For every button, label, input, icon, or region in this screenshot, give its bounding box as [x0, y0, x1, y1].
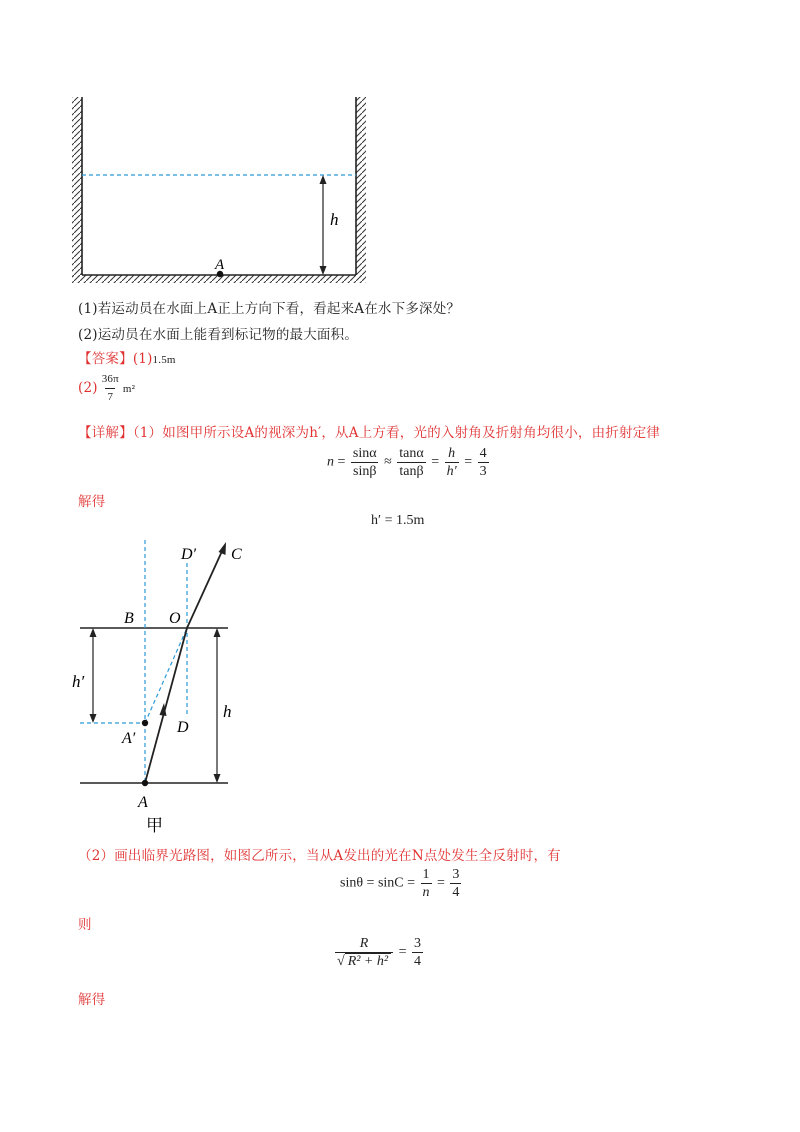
formula2-den-1: n [422, 885, 430, 900]
jia-label-b: B [124, 610, 134, 627]
formula3-frac [335, 936, 393, 969]
formula-critical-angle: sinθ = sinC = $\frac{1}{n}$ = $\frac{3}{4}$ [340, 867, 460, 900]
formula2-num-1: 1 [422, 867, 430, 882]
answer-2-fraction [100, 372, 121, 405]
result-1: h′ = 1.5m [371, 513, 425, 528]
answer-2-unit: m² [122, 383, 136, 395]
formula3-den-wrap: √ R² + h² [335, 952, 393, 969]
formula-refraction: n = $\frac{\sin\alpha}{\sin\beta}$ ≈ $\frac{\tan\alpha}{\tan\beta}$ = $\frac{h}{h'}$ = $\frac{4}{3}$ [327, 446, 487, 479]
jia-ray-ao [145, 628, 187, 783]
jia-label-hprime: h′ [72, 672, 85, 691]
formula2-den-2: 4 [452, 885, 460, 900]
question-1: (1)若运动员在水面上A正上方向下看，看起来A在水下多深处？ [78, 301, 461, 317]
solve-label-1: 解得 [78, 494, 106, 510]
jia-caption: 甲 [146, 816, 163, 835]
left-wall-hatch [72, 97, 82, 277]
then-label: 则 [78, 917, 92, 933]
formula1-frac-sin [351, 446, 379, 479]
formula3-den: R² + h² [345, 953, 391, 969]
detail-text: （1）如图甲所示设A的视深为h′，从A上方看，光的入射角及折射角均很小，由折射定律 [132, 425, 661, 441]
formula3-rhs-den: 4 [414, 954, 421, 969]
formula2-num-2: 3 [452, 867, 460, 882]
jia-h-arrow-up [214, 628, 221, 637]
formula3-num: R [359, 936, 369, 951]
pool-figure [68, 95, 378, 285]
formula1-sin-den: sinβ [353, 464, 377, 479]
formula1-frac-value [478, 446, 489, 479]
jia-hprime-arrow-up [90, 628, 97, 637]
jia-label-d: D [177, 719, 189, 736]
formula3-rhs [412, 936, 423, 969]
jia-label-h: h [223, 702, 232, 721]
detail-part-2: （2）画出临界光路图，如图乙所示，当从A发出的光在N点处发生全反射时，有 [78, 848, 561, 864]
h-arrow-down [320, 266, 327, 275]
jia-point-a [142, 780, 148, 786]
formula1-sin-num: sinα [352, 446, 377, 461]
answer-1-prefix: (1) [132, 351, 153, 367]
answer-1-value: 1.5m [152, 354, 176, 366]
jia-label-dprime: D′ [181, 546, 197, 563]
detail-label: 【详解】 [78, 425, 133, 441]
formula1-value-num: 4 [479, 446, 487, 461]
jia-label-aprime: A′ [122, 730, 136, 747]
formula1-frac-tan [397, 446, 425, 479]
answer-label: 【答案】 [78, 351, 133, 367]
formula1-h-den: h′ [446, 464, 457, 479]
formula1-value-den: 3 [479, 464, 487, 479]
formula2-frac-1 [421, 867, 432, 900]
h-arrow-up [320, 175, 327, 184]
answer-line-2 [78, 372, 135, 405]
formula-ratio: $\frac{R}{\text{√ R² + h²}}$ = $\frac{3}{4}$ [337, 936, 421, 969]
formula1-tan-num: tanα [399, 446, 424, 461]
formula3-rhs-num: 3 [414, 936, 421, 951]
formula1-h-num: h [448, 446, 456, 461]
formula1-tan-den: tanβ [399, 464, 424, 479]
right-wall-hatch [356, 97, 366, 277]
jia-label-o: O [169, 610, 181, 627]
solve-label-2: 解得 [78, 992, 106, 1008]
jia-point-aprime [142, 720, 148, 726]
question-2: (2)运动员在水面上能看到标记物的最大面积。 [78, 327, 359, 343]
jia-ray-oc-arrow [219, 542, 227, 555]
h-label: h [330, 210, 339, 229]
jia-hprime-arrow-down [90, 714, 97, 723]
formula1-approx: ≈ [384, 454, 392, 470]
answer-2-denominator: 7 [105, 388, 115, 405]
answer-line-1 [78, 347, 176, 367]
formula2-frac-2 [450, 867, 461, 900]
formula1-frac-h [445, 446, 459, 479]
jia-label-a: A [138, 794, 148, 811]
formula1-lhs: n [327, 454, 334, 470]
answer-2-numerator: 36π [101, 373, 119, 385]
formula2-lhs: sinθ = sinC = [340, 875, 416, 891]
figure-jia [68, 535, 268, 840]
jia-label-c: C [231, 546, 242, 563]
answer-2-prefix: (2) [78, 380, 98, 396]
a-label: A [215, 257, 225, 273]
detail-line [78, 421, 660, 441]
jia-h-arrow-down [214, 774, 221, 783]
